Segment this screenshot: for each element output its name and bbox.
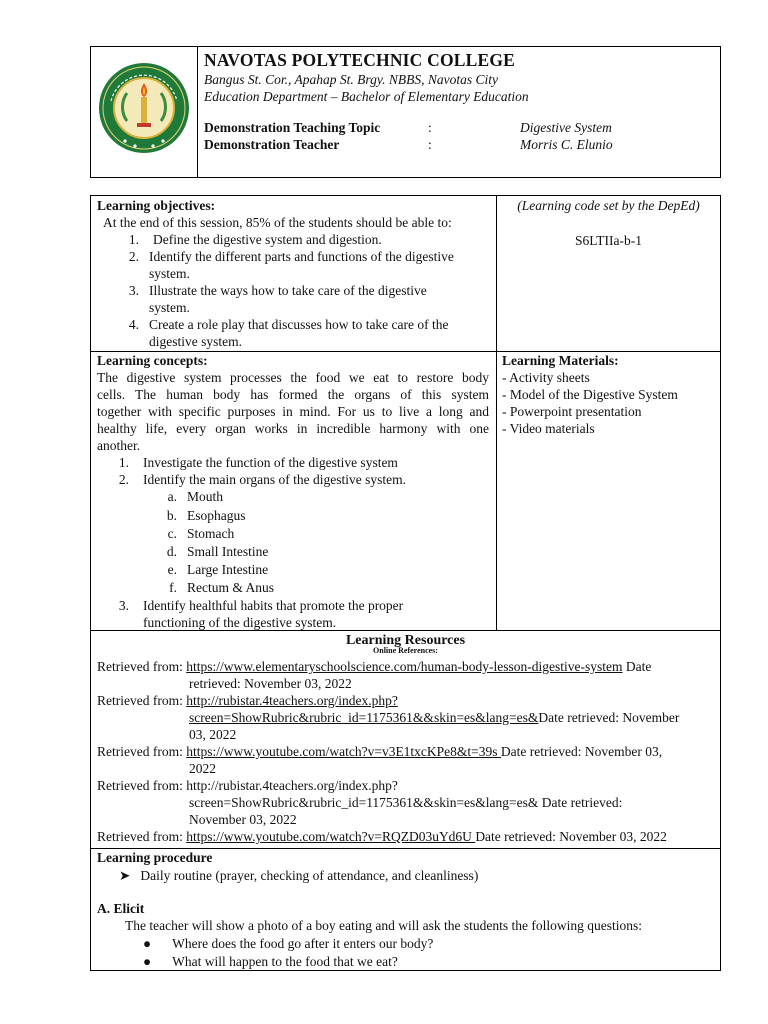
concepts-paragraph-line: cells. The human body has formed the organs of this system <box>97 387 489 402</box>
elicit-text: The teacher will show a photo of a boy eating and will ask the students the following questions: <box>125 918 643 933</box>
organ-name: Mouth <box>187 489 224 504</box>
item-text: Investigate the function of the digestive system <box>143 455 398 470</box>
teacher-label: Demonstration Teacher <box>204 137 340 152</box>
elicit-heading: A. Elicit <box>97 901 145 916</box>
column-divider <box>496 196 497 630</box>
reference-cont <box>189 709 679 726</box>
item-letter: b. <box>166 508 177 523</box>
item-text: Define the digestive system and digestion. <box>153 232 382 247</box>
item-text-cont: functioning of the digestive system. <box>143 615 337 630</box>
item-text: Identify healthful habits that promote the proper <box>143 598 404 613</box>
item-letter: d. <box>166 544 177 559</box>
header-text <box>204 49 714 105</box>
topic-colon: : <box>428 120 432 135</box>
topic-label: Demonstration Teaching Topic <box>204 120 381 135</box>
item-text: Create a role play that discusses how to take care of the <box>149 317 449 332</box>
reference-link[interactable]: https://www.elementaryschoolscience.com/human-body-lesson-digestive-system <box>186 659 623 674</box>
concepts-paragraph-line: another. <box>97 438 141 453</box>
bullet-icon: ● <box>143 954 152 969</box>
materials-item: - Model of the Digestive System <box>502 387 678 402</box>
reference-cont: screen=ShowRubric&rubric_id=1175361&&skin=es&lang=es& Date retrieved: <box>189 795 623 810</box>
item-text-cont: digestive system. <box>149 334 242 349</box>
lesson-plan-table <box>90 195 721 971</box>
teacher-colon: : <box>428 137 432 152</box>
bullet-icon: ● <box>143 936 152 951</box>
teacher-value: Morris C. Elunio <box>520 137 613 152</box>
concepts-paragraph-line: together with specific purposes in mind. For us to live a long and <box>97 404 489 419</box>
routine-item <box>119 867 478 884</box>
reference-cont: November 03, 2022 <box>189 812 297 827</box>
item-number: 1. <box>118 455 129 470</box>
learning-code-note: (Learning code set by the DepEd) <box>517 198 700 213</box>
organ-name: Esophagus <box>187 508 246 523</box>
item-number: 4. <box>128 317 139 332</box>
reference-prefix: Retrieved from: <box>97 744 183 759</box>
reference-tail: Date <box>622 659 652 674</box>
item-number: 3. <box>118 598 129 613</box>
organ-name: Large Intestine <box>187 562 269 577</box>
item-text-cont: system. <box>149 266 190 281</box>
question-item <box>143 953 398 970</box>
reference-cont: 03, 2022 <box>189 727 237 742</box>
reference-prefix: Retrieved from: <box>97 829 183 844</box>
reference-tail: Date retrieved: November 03, 2022 <box>475 829 667 844</box>
item-text: Illustrate the ways how to take care of the digestive <box>149 283 427 298</box>
item-text: Identify the main organs of the digestive system. <box>143 472 406 487</box>
item-number: 2. <box>118 472 129 487</box>
materials-item: - Activity sheets <box>502 370 590 385</box>
reference-link[interactable]: https://www.youtube.com/watch?v=v3E1txcKPe8&t=39s <box>186 744 501 759</box>
reference-tail: Date retrieved: November 03, <box>500 744 663 759</box>
arrow-bullet-icon: ➤ <box>119 868 131 883</box>
item-number: 1. <box>128 232 139 247</box>
reference-link[interactable]: http://rubistar.4teachers.org/index.php? <box>186 693 398 708</box>
reference-tail: Date retrieved: November <box>538 710 680 725</box>
materials-item: - Powerpoint presentation <box>502 404 642 419</box>
organ-name: Small Intestine <box>187 544 269 559</box>
item-text-cont: system. <box>149 300 190 315</box>
item-letter: a. <box>167 489 177 504</box>
routine-text: Daily routine (prayer, checking of attendance, and cleanliness) <box>140 868 479 883</box>
materials-heading: Learning Materials: <box>502 353 619 368</box>
reference-link-cont[interactable]: screen=ShowRubric&rubric_id=1175361&&skin=es&lang=es& <box>189 710 539 725</box>
item-letter: f. <box>169 580 177 595</box>
reference-entry <box>97 777 398 794</box>
objectives-heading: Learning objectives: <box>97 198 216 213</box>
procedure-heading: Learning procedure <box>97 850 213 865</box>
item-letter: c. <box>167 526 177 541</box>
reference-cont: retrieved: November 03, 2022 <box>189 676 352 691</box>
reference-prefix: Retrieved from: <box>97 693 183 708</box>
concepts-paragraph-line: healthy life, every organ works in incredible harmony with one <box>97 421 489 436</box>
reference-entry <box>97 692 398 709</box>
concepts-paragraph-line: The digestive system processes the food we eat to restore body <box>97 370 489 385</box>
reference-prefix: Retrieved from: <box>97 778 183 793</box>
reference-link[interactable]: https://www.youtube.com/watch?v=RQZD03uYd6U <box>186 829 476 844</box>
learning-code: S6LTIIa-b-1 <box>575 233 642 248</box>
reference-entry <box>97 828 667 845</box>
organ-name: Rectum & Anus <box>187 580 274 595</box>
resources-heading: Learning Resources <box>345 633 466 648</box>
college-address: Bangus St. Cor., Apahap St. Brgy. NBBS, Navotas City <box>204 72 499 87</box>
topic-value: Digestive System <box>520 120 612 135</box>
resources-subheading: Online References: <box>373 646 438 655</box>
item-text: Identify the different parts and functions of the digestive <box>149 249 454 264</box>
reference-plain-url: http://rubistar.4teachers.org/index.php? <box>186 778 398 793</box>
college-seal-logo <box>97 61 191 155</box>
reference-entry <box>97 743 662 760</box>
question-item <box>143 935 433 952</box>
department-line: Education Department – Bachelor of Elementary Education <box>204 89 529 104</box>
item-letter: e. <box>167 562 177 577</box>
college-name: NAVOTAS POLYTECHNIC COLLEGE <box>204 50 516 70</box>
item-number: 3. <box>128 283 139 298</box>
concepts-heading: Learning concepts: <box>97 353 208 368</box>
document-header <box>90 46 721 178</box>
reference-entry <box>97 658 651 675</box>
reference-cont: 2022 <box>189 761 216 776</box>
organ-name: Stomach <box>187 526 235 541</box>
logo-cell <box>91 47 198 177</box>
question-text: What will happen to the food that we eat? <box>172 954 398 969</box>
materials-item: - Video materials <box>502 421 595 436</box>
reference-prefix: Retrieved from: <box>97 659 183 674</box>
objectives-intro: At the end of this session, 85% of the students should be able to: <box>103 215 452 230</box>
question-text: Where does the food go after it enters our body? <box>172 936 434 951</box>
item-number: 2. <box>128 249 139 264</box>
